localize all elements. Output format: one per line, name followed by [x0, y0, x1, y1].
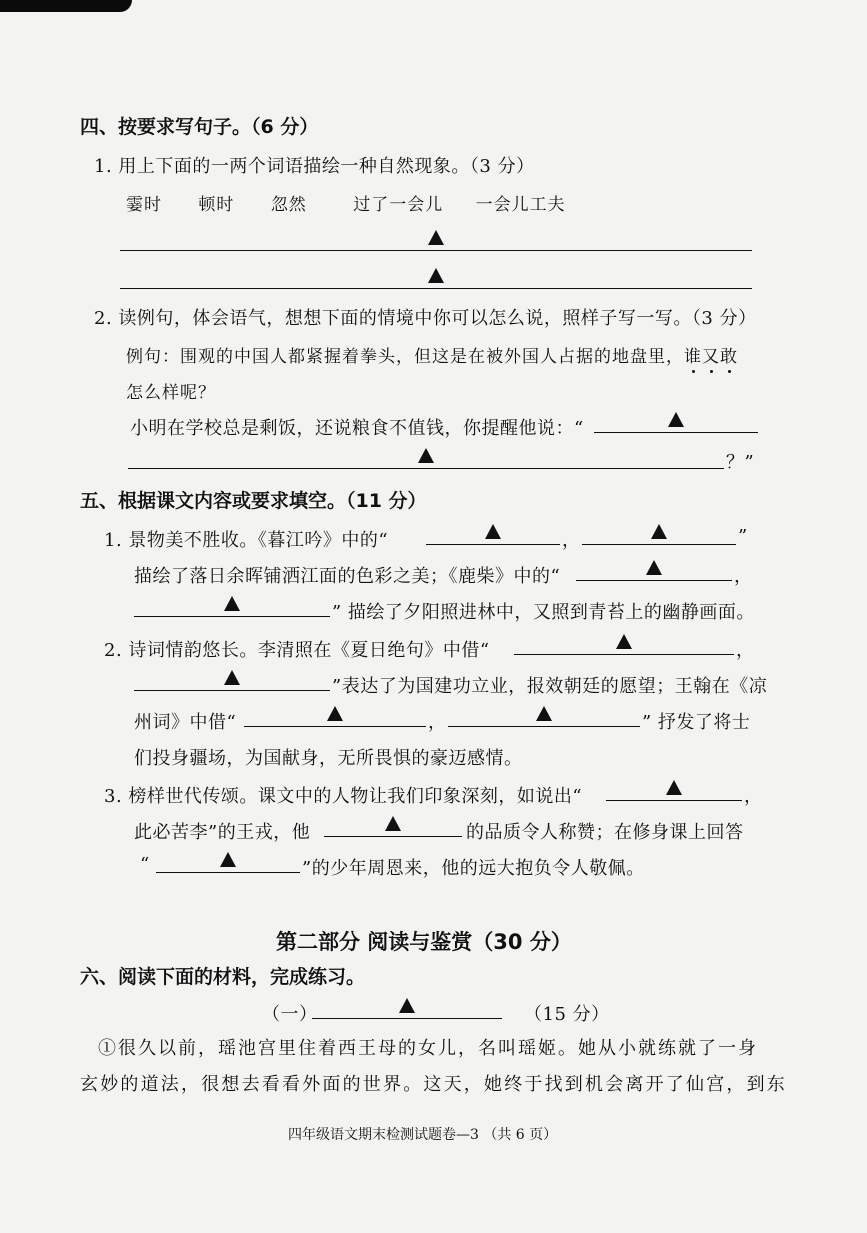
triangle-marker-icon	[666, 780, 682, 795]
example-text: 例句：围观的中国人都紧握着拳头，但这是在被外国人占据的地盘里，	[126, 347, 684, 367]
word-item: 霎时	[126, 195, 162, 215]
answer-line[interactable]	[244, 700, 426, 727]
word-item: 一会儿工夫	[475, 195, 566, 215]
triangle-marker-icon	[536, 706, 552, 721]
closing-quote: ？”	[726, 452, 755, 473]
scenario-text: 小明在学校总是剩饭，还说粮食不值钱，你提醒他说：“	[130, 418, 584, 439]
triangle-marker-icon	[399, 998, 415, 1013]
triangle-marker-icon	[418, 448, 434, 463]
answer-line[interactable]	[128, 442, 724, 469]
comma: ，	[736, 640, 755, 661]
passage-score: （15 分）	[524, 1004, 610, 1025]
triangle-marker-icon	[616, 634, 632, 649]
answer-line[interactable]	[120, 262, 752, 289]
word-item: 过了一会儿	[353, 195, 444, 215]
page-footer: 四年级语文期末检测试题卷—3 （共 6 页）	[288, 1127, 558, 1143]
comma: ，	[744, 786, 763, 807]
question-4-2: 2. 读例句，体会语气，想想下面的情境中你可以怎么说，照样子写一写。（3 分）	[94, 308, 757, 329]
triangle-marker-icon	[646, 560, 662, 575]
passage-label: （一）	[262, 1004, 318, 1025]
question-5-3: 3. 榜样世代传颂。课文中的人物让我们印象深刻，如说出“	[104, 786, 583, 807]
question-5-2-line3: 州词》中借“	[134, 712, 237, 733]
answer-line[interactable]	[324, 810, 462, 837]
emph-char: 敢	[720, 347, 738, 367]
answer-line[interactable]	[576, 554, 732, 581]
comma: ，	[428, 712, 447, 733]
answer-line[interactable]	[134, 590, 330, 617]
question-5-2: 2. 诗词情韵悠长。李清照在《夏日绝句》中借“	[104, 640, 490, 661]
answer-line[interactable]	[514, 628, 734, 655]
answer-line[interactable]	[594, 406, 758, 433]
answer-line[interactable]	[156, 846, 300, 873]
triangle-marker-icon	[651, 524, 667, 539]
triangle-marker-icon	[220, 852, 236, 867]
comma: ，	[562, 530, 581, 551]
question-5-2-line4: 们投身疆场，为国献身，无所畏惧的豪迈感情。	[134, 748, 523, 769]
triangle-marker-icon	[428, 268, 444, 283]
question-5-1: 1. 景物美不胜收。《暮江吟》中的“	[104, 530, 389, 551]
emph-char: 又	[702, 347, 720, 367]
word-item: 顿时	[198, 195, 235, 215]
question-5-3-line3-end: ”的少年周恩来，他的远大抱负令人敬佩。	[302, 858, 645, 879]
open-quote: “	[140, 854, 150, 875]
answer-line[interactable]	[134, 664, 330, 691]
example-sentence	[126, 342, 738, 367]
question-5-2-line2: ”表达了为国建功立业，报效朝廷的愿望；王翰在《凉	[332, 676, 768, 697]
triangle-marker-icon	[385, 816, 401, 831]
triangle-marker-icon	[668, 412, 684, 427]
triangle-marker-icon	[428, 230, 444, 245]
emph-char: 谁	[684, 347, 702, 367]
answer-line[interactable]	[120, 224, 752, 251]
question-4-1: 1. 用上下面的一两个词语描绘一种自然现象。（3 分）	[94, 156, 535, 177]
question-5-3-line2-end: 的品质令人称赞；在修身课上回答	[466, 822, 744, 843]
word-list	[126, 190, 596, 215]
comma: ，	[734, 566, 753, 587]
section-5-title: 五、根据课文内容或要求填空。（11 分）	[80, 490, 427, 512]
question-5-3-line2: 此必苦李”的王戎，他	[134, 822, 311, 843]
answer-line[interactable]	[582, 518, 736, 545]
word-item: 忽然	[270, 195, 307, 215]
example-sentence-cont: 怎么样呢？	[126, 383, 216, 403]
section-4-title: 四、按要求写句子。（6 分）	[80, 116, 319, 138]
answer-line[interactable]	[448, 700, 640, 727]
answer-line[interactable]	[426, 518, 560, 545]
question-5-1-line3: ” 描绘了夕阳照进林中，又照到青苔上的幽静画面。	[332, 602, 755, 623]
answer-line[interactable]	[606, 774, 742, 801]
triangle-marker-icon	[327, 706, 343, 721]
triangle-marker-icon	[224, 670, 240, 685]
passage-paragraph-line: 玄妙的道法，很想去看看外面的世界。这天，她终于找到机会离开了仙宫，到东	[80, 1074, 787, 1095]
question-5-1-line2: 描绘了落日余晖铺洒江面的色彩之美；《鹿柴》中的“	[134, 566, 561, 587]
part-2-title: 第二部分 阅读与鉴赏（30 分）	[276, 930, 572, 954]
triangle-marker-icon	[485, 524, 501, 539]
passage-paragraph-line: ①很久以前，瑶池宫里住着西王母的女儿，名叫瑶姬。她从小就练就了一身	[98, 1038, 758, 1059]
section-6-title: 六、阅读下面的材料，完成练习。	[80, 966, 366, 988]
emphasized-words	[684, 347, 738, 367]
scan-corner-shadow	[0, 0, 132, 12]
question-5-2-line3-end: ” 抒发了将士	[642, 712, 751, 733]
triangle-marker-icon	[224, 596, 240, 611]
quote-close: ”	[738, 526, 748, 547]
passage-title-blank[interactable]	[312, 992, 502, 1019]
